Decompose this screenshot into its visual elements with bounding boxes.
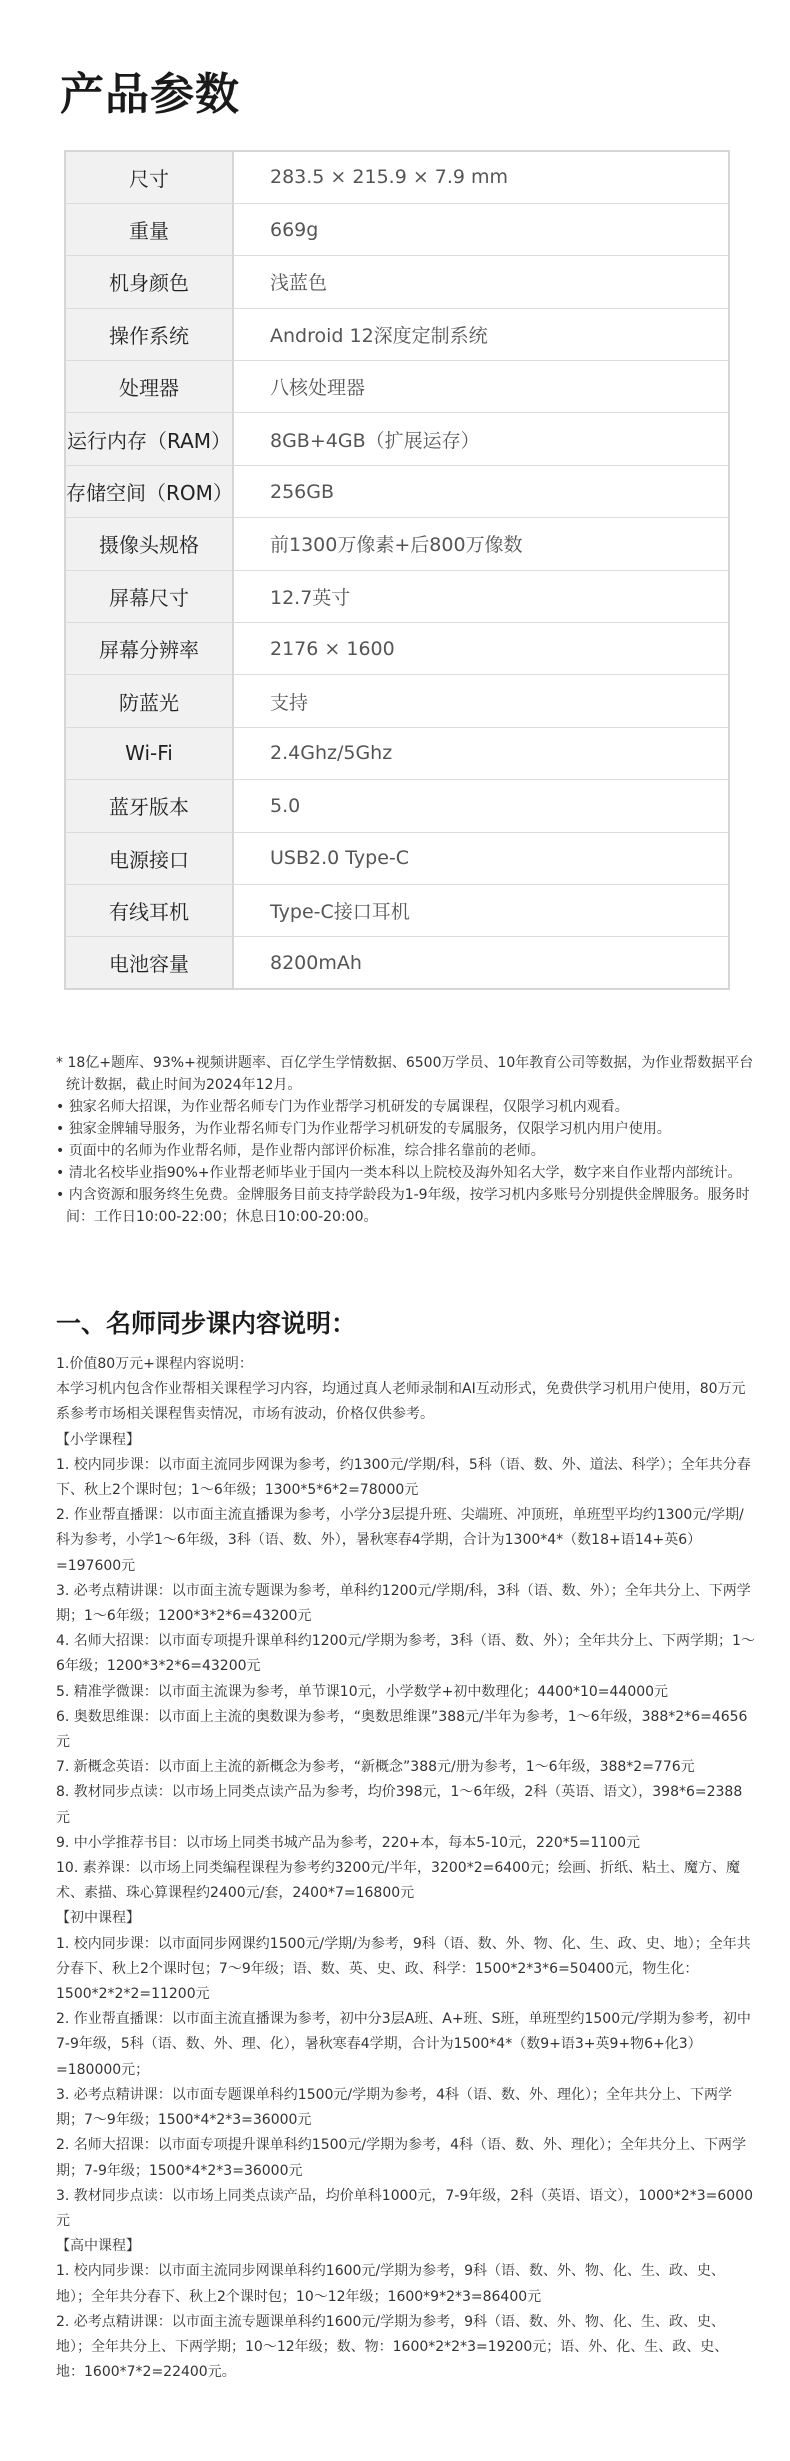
spec-row [65,780,729,832]
spec-value: 浅蓝色 [233,256,729,308]
spec-row [65,203,729,255]
spec-value: 2176 × 1600 [233,623,729,675]
spec-value: 256GB [233,465,729,517]
description-line: 7. 新概念英语：以市面上主流的新概念为参考，“新概念”388元/册为参考，1～6年级，388*2=776元 [56,1759,695,1776]
spec-row [65,570,729,622]
spec-value: Android 12深度定制系统 [233,308,729,360]
spec-label: 尺寸 [65,151,233,203]
spec-label: 有线耳机 [65,884,233,936]
spec-row [65,884,729,936]
spec-row [65,413,729,465]
disclaimer-notes [56,1052,756,1228]
description-line: 3. 教材同步点读：以市场上同类点读产品，均价单科1000元，7-9年级，2科（英语、语文），1000*2*3=6000元 [56,2187,754,2229]
spec-value: USB2.0 Type-C [233,832,729,884]
spec-label: 机身颜色 [65,256,233,308]
note-item: • 清北名校毕业指90%+作业帮老师毕业于国内一类本科以上院校及海外知名大学，数字来自作业帮内部统计。 [56,1165,742,1181]
spec-value: 8200mAh [270,951,362,974]
spec-value: 5.0 [233,780,729,832]
spec-value: 8GB+4GB（扩展运存） [233,413,729,465]
spec-row [65,465,729,517]
spec-value: 283.5 × 215.9 × 7.9 mm [233,151,729,203]
spec-row [65,727,729,779]
spec-row [65,518,729,570]
spec-table [64,150,730,990]
course-description [56,1352,756,2385]
note-item: * 18亿+题库、93%+视频讲题率、百亿学生学情数据、6500万学员、10年教育公司等数据，为作业帮数据平台统计数据，截止时间为2024年12月。 [56,1055,754,1093]
spec-label: Wi-Fi [65,727,233,779]
spec-value: 前1300万像素+后800万像数 [233,518,729,570]
description-line: 1. 校内同步课：以市面主流同步网课为参考，约1300元/学期/科，5科（语、数、外、道法、科学）；全年共分春下、秋上2个课时包；1～6年级；1300*5*6*2=78000元 [56,1456,751,1499]
description-line: 2. 必考点精讲课：以市面主流专题课单科约1600元/学期为参考，9科（语、数、外、物、化、生、政、史、地）；全年共分上、下两学期；10～12年级；数、物：1600*2*2*3=19200元；语、外、化、生、政、史、地：1600*7*2=22400元。 [56,2313,729,2381]
description-line: 1. 校内同步课：以市面主流同步网课单科约1600元/学期为参考，9科（语、数、外、物、化、生、政、史、地）；全年共分春下、秋上2个课时包；10～12年级；1600*9*2*3=86400元 [56,2263,726,2305]
spec-row [65,623,729,675]
note-item: • 内含资源和服务终生免费。金牌服务目前支持学龄段为1-9年级，按学习机内多账号分别提供金牌服务。服务时间：工作日10:00-22:00；休息日10:00-20:00。 [56,1187,750,1225]
description-line: 9. 中小学推荐书目：以市场上同类书城产品为参考，220+本，每本5-10元，220*5=1100元 [56,1834,641,1851]
description-line: 【初中课程】 [56,1910,140,1927]
spec-value: 支持 [233,675,729,727]
spec-label: 电池容量 [65,937,233,989]
note-item: • 独家金牌辅导服务，为作业帮名师专门为作业帮学习机研发的专属服务，仅限学习机内用户使用。 [56,1121,671,1137]
description-line: 6. 奥数思维课：以市面上主流的奥数课为参考，“奥数思维课”388元/半年为参考，1～6年级，388*2*6=4656元 [56,1708,748,1751]
description-line: 【高中课程】 [56,2238,140,2255]
page-title: 产品参数 [60,69,240,120]
spec-label: 屏幕尺寸 [65,570,233,622]
description-line: 4. 名师大招课：以市面专项提升课单科约1200元/学期为参考，3科（语、数、外）；全年共分上、下两学期；1～6年级；1200*3*2*6=43200元 [56,1633,755,1675]
description-line: 10. 素养课：以市场上同类编程课程为参考约3200元/半年，3200*2=6400元；绘画、折纸、粘土、魔方、魔术、素描、珠心算课程约2400元/套，2400*7=16800元 [56,1860,740,1902]
spec-value: 八核处理器 [233,361,729,413]
spec-row [65,937,729,989]
spec-value: 2.4Ghz/5Ghz [233,727,729,779]
note-item: • 独家名师大招课，为作业帮名师专门为作业帮学习机研发的专属课程，仅限学习机内观看。 [56,1099,629,1115]
description-line: 2. 作业帮直播课：以市面主流直播课为参考，初中分3层A班、A+班、S班，单班型约1500元/学期为参考，初中7-9年级，5科（语、数、外、理、化），暑秋寒春4学期，合计为1500*4*（数9+语3+英9+物6+化3）=180000元； [56,2011,751,2078]
description-line: 本学习机内包含作业帮相关课程学习内容，均通过真人老师录制和AI互动形式，免费供学习机用户使用，80万元系参考市场相关课程售卖情况，市场有波动，价格仅供参考。 [56,1381,746,1423]
description-line: 2. 作业帮直播课：以市面主流直播课为参考，小学分3层提升班、尖端班、冲顶班，单班型平均约1300元/学期/科为参考，小学1～6年级，3科（语、数、外），暑秋寒春4学期，合计为1300*4*（数18+语14+英6）=197600元 [56,1507,744,1574]
spec-label: 蓝牙版本 [65,780,233,832]
spec-row [65,361,729,413]
spec-label: 摄像头规格 [65,518,233,570]
description-line: 2. 名师大招课：以市面专项提升课单科约1500元/学期为参考，4科（语、数、外、理化）；全年共分上、下两学期；7-9年级；1500*4*2*3=36000元 [56,2137,747,2179]
spec-label: 防蓝光 [65,675,233,727]
spec-value: Type-C接口耳机 [233,884,729,936]
spec-row [65,832,729,884]
spec-row [65,256,729,308]
spec-row [65,675,729,727]
description-line: 1. 校内同步课：以市面同步网课约1500元/学期/为参考，9科（语、数、外、物、化、生、政、史、地）；全年共分春下、秋上2个课时包；7～9年级；语、数、英、史、政、科学：1500*2*3*6=50400元，物生化：1500*2*2*2=11200元 [56,1935,751,2003]
spec-label: 运行内存（RAM） [65,413,233,465]
description-line: 【小学课程】 [56,1431,140,1448]
spec-label: 重量 [65,203,233,255]
spec-value: 12.7英寸 [233,570,729,622]
note-item: • 页面中的名师为作业帮名师，是作业帮内部评价标准，综合排名靠前的老师。 [56,1143,545,1159]
description-line: 3. 必考点精讲课：以市面主流专题课为参考，单科约1200元/学期/科，3科（语、数、外）；全年共分上、下两学期；1～6年级；1200*3*2*6=43200元 [56,1582,751,1625]
section-title: 一、名师同步课内容说明： [56,1309,357,1338]
description-line: 5. 精准学微课：以市面主流课为参考，单节课10元，小学数学+初中数理化；4400*10=44000元 [56,1683,669,1700]
spec-label: 屏幕分辨率 [65,623,233,675]
spec-row [65,151,729,203]
description-line: 3. 必考点精讲课：以市面专题课单科约1500元/学期为参考，4科（语、数、外、理化）；全年共分上、下两学期；7～9年级；1500*4*2*3=36000元 [56,2086,733,2129]
spec-row [65,308,729,360]
spec-label: 处理器 [65,361,233,413]
spec-label: 存储空间（ROM） [65,465,233,517]
spec-value: 669g [233,203,729,255]
spec-label: 操作系统 [65,308,233,360]
spec-label: 电源接口 [65,832,233,884]
description-line: 1.价值80万元+课程内容说明： [56,1356,253,1372]
description-line: 8. 教材同步点读：以市场上同类点读产品为参考，均价398元，1～6年级，2科（英语、语文），398*6=2388元 [56,1784,743,1826]
